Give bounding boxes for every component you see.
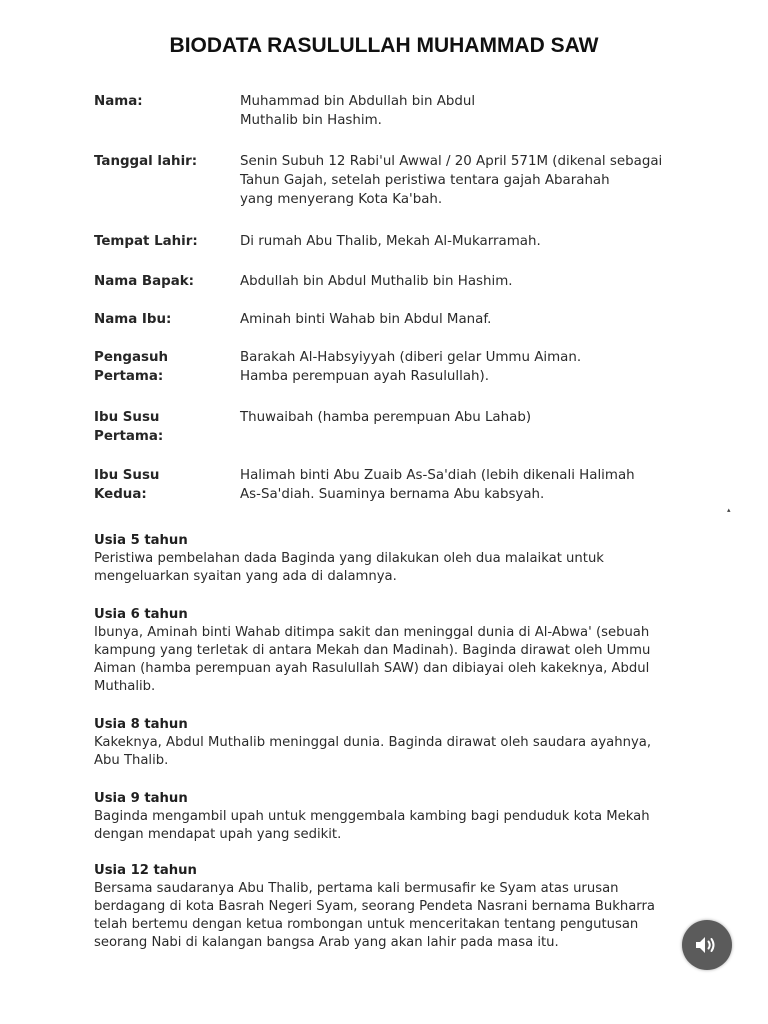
biodata-label: Ibu Susu Pertama: (94, 410, 164, 444)
biodata-value: Barakah Al-Habsyiyyah (diberi gelar Ummu Aiman. Hamba perempuan ayah Rasulullah). (240, 350, 582, 384)
audio-play-button[interactable] (682, 920, 732, 970)
biodata-label: Nama: (94, 94, 143, 109)
biodata-label: Nama Bapak: (94, 274, 195, 289)
timeline-heading: Usia 8 tahun (94, 717, 188, 732)
biodata-value: Senin Subuh 12 Rabi'ul Awwal / 20 April 571M (dikenal sebagai Tahun Gajah, setelah peristiwa tentara gajah Abarahah yang menyerang Kota Ka'bah. (240, 154, 663, 207)
corner-mark: ▴ (727, 506, 731, 514)
timeline-text: Baginda mengambil upah untuk menggembala kambing bagi penduduk kota Mekah dengan mendapat upah yang sedikit. (94, 809, 650, 842)
biodata-value: Halimah binti Abu Zuaib As-Sa'diah (lebih dikenali Halimah As-Sa'diah. Suaminya bernama Abu kabsyah. (240, 468, 635, 502)
timeline-entry-usia-9 (94, 790, 734, 844)
timeline-text: Bersama saudaranya Abu Thalib, pertama kali bermusafir ke Syam atas urusan berdagang di kota Basrah Negeri Syam, seorang Pendeta Nasrani bernama Bukharra telah bertemu dengan ketua rombongan untuk menceritakan tentang pengutusan seorang Nabi di kalangan bangsa Arab yang akan lahir pada masa itu. (94, 881, 655, 950)
timeline-heading: Usia 6 tahun (94, 607, 188, 622)
timeline-entry-usia-6 (94, 606, 734, 696)
timeline-text: Peristiwa pembelahan dada Baginda yang dilakukan oleh dua malaikat untuk mengeluarkan syaitan yang ada di dalamnya. (94, 551, 604, 584)
biodata-value: Di rumah Abu Thalib, Mekah Al-Mukarramah. (240, 234, 541, 249)
biodata-label: Tempat Lahir: (94, 234, 198, 249)
timeline-heading: Usia 5 tahun (94, 533, 188, 548)
biodata-label: Tanggal lahir: (94, 154, 198, 169)
biodata-label: Nama Ibu: (94, 312, 172, 327)
speaker-icon (694, 934, 720, 956)
timeline-text: Kakeknya, Abdul Muthalib meninggal dunia. Baginda dirawat oleh saudara ayahnya, Abu Thalib. (94, 735, 652, 768)
timeline-entry-usia-8 (94, 716, 734, 770)
timeline-entry-usia-5 (94, 532, 734, 586)
biodata-label: Ibu Susu Kedua: (94, 468, 160, 502)
timeline-heading: Usia 12 tahun (94, 863, 197, 878)
timeline-text: Ibunya, Aminah binti Wahab ditimpa sakit dan meninggal dunia di Al-Abwa' (sebuah kampung yang terletak di antara Mekah dan Madinah). Baginda dirawat oleh Ummu Aiman (hamba perempuan ayah Rasulullah SAW) dan dibiayai oleh kakeknya, Abdul Muthalib. (94, 625, 651, 694)
timeline-heading: Usia 9 tahun (94, 791, 188, 806)
biodata-value: Thuwaibah (hamba perempuan Abu Lahab) (240, 410, 532, 425)
biodata-value: Abdullah bin Abdul Muthalib bin Hashim. (240, 274, 513, 289)
biodata-value: Muhammad bin Abdullah bin Abdul Muthalib bin Hashim. (240, 94, 476, 128)
biodata-label: Pengasuh Pertama: (94, 350, 169, 384)
biodata-value: Aminah binti Wahab bin Abdul Manaf. (240, 312, 492, 327)
timeline-entry-usia-12 (94, 862, 734, 952)
page-title: BIODATA RASULULLAH MUHAMMAD SAW (169, 34, 599, 57)
